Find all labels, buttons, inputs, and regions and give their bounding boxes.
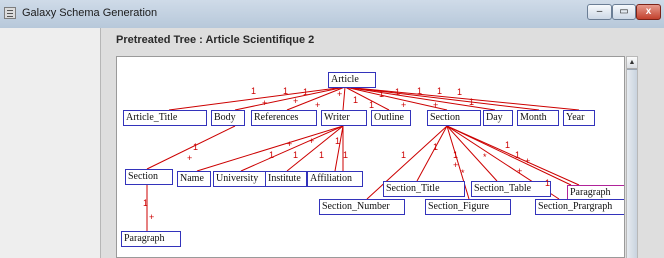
scroll-up-arrow-icon[interactable]: ▲ [627,57,637,69]
edge-mark: 1 [293,150,299,160]
edge-mark: 1 [515,150,521,160]
vertical-scrollbar[interactable] [626,56,638,258]
node-section-title[interactable]: Section_Title [383,181,465,197]
edge-writer-name [197,126,343,171]
node-section-prargraph[interactable]: Section_Prargraph [535,199,625,215]
edge-mark: 1 [469,97,475,107]
maximize-button[interactable]: ▭ [612,4,636,20]
edge-mark: 1 [343,150,349,160]
edge-article-writer [343,87,345,110]
edge-mark: 1 [379,89,385,99]
edge-mark: 1 [369,100,375,110]
title-bar [0,0,664,29]
edge-mark: + [287,139,293,149]
node-outline[interactable]: Outline [371,110,411,126]
edge-section-title [417,126,447,181]
edge-mark: 1 [143,198,149,208]
node-article-title[interactable]: Article_Title [123,110,207,126]
edge-mark: + [525,156,531,166]
edge-mark: 1 [193,142,199,152]
edge-mark: 1 [353,95,359,105]
edge-mark: 1 [283,86,289,96]
edge-mark: 1 [269,150,275,160]
edge-mark: * [483,152,487,162]
node-university[interactable]: University [213,171,267,187]
node-affiliation[interactable]: Affiliation [307,171,363,187]
edge-mark: * [461,168,465,178]
edge-mark: + [433,100,439,110]
edge-mark: 1 [453,150,459,160]
edge-mark: 1 [417,86,423,96]
node-references[interactable]: References [251,110,317,126]
edge-mark: + [517,166,523,176]
edge-mark: + [293,96,299,106]
edge-mark: 1 [433,142,439,152]
node-section[interactable]: Section [427,110,481,126]
node-body-section[interactable]: Section [125,169,173,185]
edge-mark: 1 [457,87,463,97]
edge-mark: 1 [395,87,401,97]
edge-mark: + [401,100,407,110]
edge-mark: + [309,136,315,146]
edge-mark: + [187,153,193,163]
node-section-number[interactable]: Section_Number [319,199,405,215]
edge-mark: + [337,89,343,99]
node-month[interactable]: Month [517,110,559,126]
node-writer[interactable]: Writer [321,110,367,126]
edge-mark: 1 [303,87,309,97]
node-day[interactable]: Day [483,110,513,126]
edge-mark: 1 [437,86,443,96]
app-icon [4,7,16,19]
node-paragraph[interactable]: Paragraph [121,231,181,247]
scroll-thumb[interactable] [627,69,637,258]
edge-mark: + [262,98,268,108]
close-button[interactable]: x [636,4,661,20]
edge-mark: 1 [545,178,551,188]
minimize-button[interactable]: – [587,4,612,20]
node-section-table[interactable]: Section_Table [471,181,551,197]
node-name[interactable]: Name [177,171,211,187]
edge-mark: 1 [251,86,257,96]
edge-mark: + [315,100,321,110]
tree-canvas[interactable] [116,56,625,258]
edge-mark: 1 [505,140,511,150]
node-body[interactable]: Body [211,110,245,126]
window-title: Galaxy Schema Generation [22,7,158,19]
edge-section-paragraph-b [447,126,579,185]
edge-mark: 1 [319,150,325,160]
node-year[interactable]: Year [563,110,595,126]
left-panel [0,28,101,258]
edge-mark: + [149,212,155,222]
edge-mark: + [453,160,459,170]
node-section-paragraph[interactable]: Paragraph [567,185,625,201]
edge-writer-affiliation [335,126,343,171]
edge-mark: 1 [335,136,341,146]
node-institute[interactable]: Institute [265,171,307,187]
node-section-figure[interactable]: Section_Figure [425,199,511,215]
edge-writer-institute [287,126,343,171]
edge-mark: 1 [401,150,407,160]
panel-title: Pretreated Tree : Article Scientifique 2 [116,34,315,46]
node-article[interactable]: Article [328,72,376,88]
